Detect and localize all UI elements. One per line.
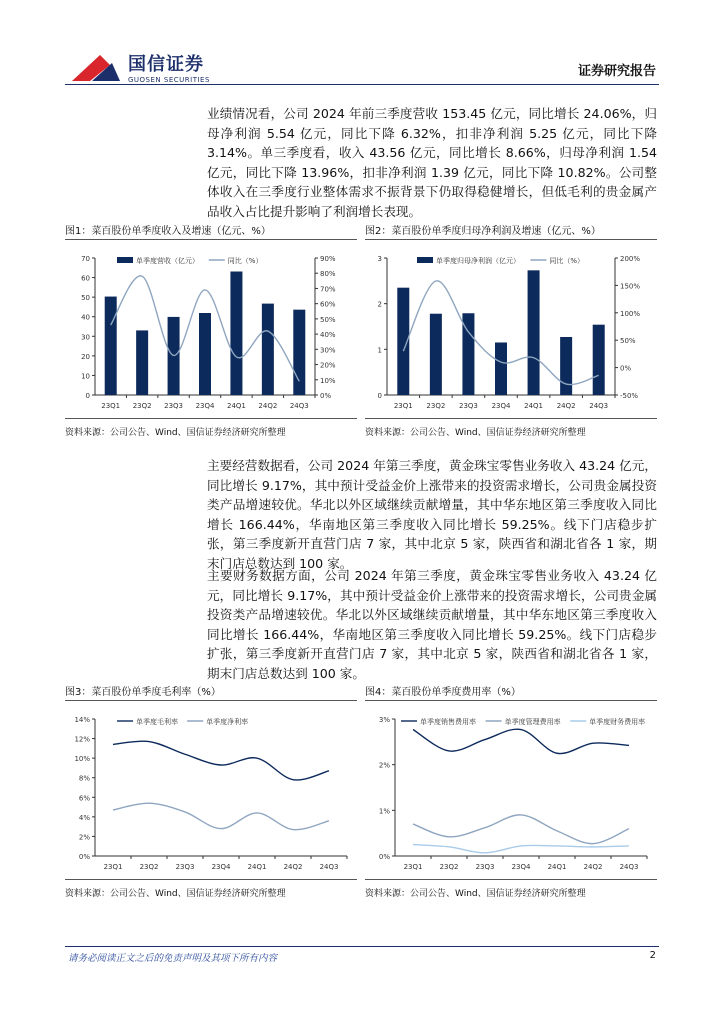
bar bbox=[136, 330, 148, 395]
y-tick-label: 50 bbox=[81, 294, 90, 303]
logo-subtext: GUOSEN SECURITIES bbox=[128, 76, 210, 84]
x-tick-label: 23Q1 bbox=[103, 863, 123, 871]
x-tick-label: 23Q3 bbox=[458, 402, 478, 410]
legend-label: 单季度毛利率 bbox=[136, 718, 178, 726]
paragraph-financials: 主要财务数据方面，公司 2024 年第三季度，黄金珠宝零售业务收入 43.24 亿元，同比增长 9.17%，其中预计受益金价上涨带来的投资需求增长，公司贵金属投资类产品增速较优。华北以外区域继续贡献增量，其中华东地区第三季度收入同比增长 166.44%，华南地区第三季度收入同比增长 59.25%。线下门店稳步扩张，第三季度新开直营门店 7 家，其中北京 5 家，陕西省和湖北省各 1 家，期末门店总数达到 100 家。 bbox=[207, 568, 657, 681]
legend-label: 单季度管理费用率 bbox=[504, 718, 561, 726]
y2-tick-label: 100% bbox=[620, 309, 641, 318]
y-tick-label: 20 bbox=[81, 352, 90, 361]
x-tick-label: 24Q3 bbox=[319, 863, 339, 871]
x-tick-label: 24Q3 bbox=[289, 402, 309, 410]
logo bbox=[70, 50, 210, 84]
x-tick-label: 24Q1 bbox=[247, 863, 267, 871]
y-tick-label: 0% bbox=[78, 853, 90, 861]
y-tick-label: 0 bbox=[85, 392, 90, 400]
x-tick-label: 23Q2 bbox=[132, 402, 152, 410]
y-tick-label: 70 bbox=[81, 255, 90, 263]
x-tick-label: 23Q3 bbox=[164, 402, 184, 410]
y2-tick-label: 90% bbox=[320, 255, 336, 263]
legend-label: 单季度销售费用率 bbox=[420, 718, 476, 726]
y-tick-label: 10 bbox=[81, 372, 90, 381]
logo-mark-icon bbox=[70, 51, 122, 83]
paragraph-performance: 业绩情况看，公司 2024 年前三季度营收 153.45 亿元，同比增长 24.06%，归母净利润 5.54 亿元，同比下降 6.32%，扣非净利润 5.25 亿元，同比下降 3.14%。单三季度看，收入 43.56 亿元，同比增长 8.66%，归母净利润 1.54 亿元，同比下降 13.96%，扣非净利润 1.39 亿元，同比下降 10.82%。公司整体收入在三季度行业整体需求不振背景下仍取得稳健增长，但低毛利的贵金属产品收入占比提升影响了利润增长表现。 bbox=[207, 106, 657, 219]
figure-title: 图4：菜百股份单季度费用率（%） bbox=[365, 683, 657, 701]
y-tick-label: 1% bbox=[378, 807, 390, 816]
bar bbox=[230, 272, 242, 395]
y-tick-label: 6% bbox=[78, 794, 90, 803]
figure-source: 资料来源：公司公告、Wind、国信证券经济研究所整理 bbox=[65, 418, 357, 438]
y-tick-label: 0 bbox=[377, 392, 382, 400]
x-tick-label: 24Q1 bbox=[226, 402, 246, 410]
y-tick-label: 2 bbox=[377, 300, 382, 309]
y-tick-label: 4% bbox=[78, 813, 90, 822]
x-tick-label: 24Q2 bbox=[283, 863, 303, 871]
figure-title: 图1：菜百股份单季度收入及增速（亿元、%） bbox=[65, 222, 357, 240]
x-tick-label: 24Q1 bbox=[547, 863, 567, 871]
bar bbox=[495, 342, 507, 395]
y-tick-label: 30 bbox=[81, 333, 90, 342]
x-tick-label: 23Q4 bbox=[195, 402, 215, 410]
series-line bbox=[413, 845, 629, 853]
report-type: 证券研究报告 bbox=[577, 64, 656, 79]
y-tick-label: 0% bbox=[378, 853, 390, 861]
chart-revenue bbox=[65, 240, 357, 418]
y2-tick-label: 60% bbox=[320, 300, 336, 309]
y-tick-label: 2% bbox=[78, 833, 90, 842]
y-tick-label: 60 bbox=[81, 274, 90, 283]
x-tick-label: 23Q4 bbox=[491, 402, 511, 410]
figure-title: 图3：菜百股份单季度毛利率（%） bbox=[65, 683, 357, 701]
x-tick-label: 24Q3 bbox=[589, 402, 609, 410]
series-line bbox=[113, 803, 329, 830]
figure-3 bbox=[65, 683, 357, 899]
chart-net-profit bbox=[365, 240, 657, 418]
figure-source: 资料来源：公司公告、Wind、国信证券经济研究所整理 bbox=[365, 879, 657, 899]
series-line bbox=[413, 815, 629, 844]
footer-divider bbox=[65, 946, 659, 947]
paragraph-operations: 主要经营数据看，公司 2024 年第三季度，黄金珠宝零售业务收入 43.24 亿元，同比增长 9.17%，其中预计受益金价上涨带来的投资需求增长，公司贵金属投资类产品增速较优。华北以外区域继续贡献增量，其中华东地区第三季度收入同比增长 166.44%，华南地区第三季度收入同比增长 59.25%。线下门店稳步扩张，第三季度新开直营门店 7 家，其中北京 5 家，陕西省和湖北省各 1 家，期末门店总数达到 100 家。 bbox=[207, 458, 657, 571]
bar bbox=[293, 310, 305, 395]
x-tick-label: 24Q2 bbox=[556, 402, 576, 410]
x-tick-label: 23Q1 bbox=[393, 402, 413, 410]
figure-title: 图2：菜百股份单季度归母净利润及增速（亿元、%） bbox=[365, 222, 657, 240]
y-tick-label: 8% bbox=[78, 774, 90, 783]
x-tick-label: 24Q3 bbox=[619, 863, 639, 871]
legend-swatch bbox=[117, 257, 133, 263]
x-tick-label: 24Q2 bbox=[583, 863, 603, 871]
disclaimer: 请务必阅读正文之后的免责声明及其项下所有内容 bbox=[68, 953, 278, 964]
figure-source: 资料来源：公司公告、Wind、国信证券经济研究所整理 bbox=[365, 418, 657, 438]
bar bbox=[105, 297, 117, 395]
x-tick-label: 23Q2 bbox=[439, 863, 459, 871]
x-tick-label: 23Q3 bbox=[175, 863, 195, 871]
legend-label: 同比（%） bbox=[549, 257, 585, 265]
y-tick-label: 3% bbox=[378, 716, 390, 724]
bar bbox=[262, 304, 274, 395]
x-tick-label: 23Q4 bbox=[211, 863, 231, 871]
figure-2 bbox=[365, 222, 657, 438]
y-tick-label: 1 bbox=[377, 346, 382, 355]
legend-label: 单季度营收（亿元） bbox=[136, 257, 199, 265]
bar bbox=[430, 314, 442, 395]
y-tick-label: 12% bbox=[74, 735, 90, 744]
y2-tick-label: 40% bbox=[320, 331, 336, 340]
x-tick-label: 23Q2 bbox=[139, 863, 159, 871]
chart-gross-margin bbox=[65, 701, 357, 879]
legend-label: 单季度财务费用率 bbox=[589, 718, 646, 726]
bar bbox=[593, 325, 605, 395]
x-tick-label: 24Q1 bbox=[524, 402, 544, 410]
legend-label: 单季度净利率 bbox=[206, 718, 249, 726]
legend-label: 单季度归母净利润（亿元） bbox=[436, 257, 520, 265]
bar bbox=[560, 337, 572, 395]
bar bbox=[528, 270, 540, 395]
chart-expense-ratio bbox=[365, 701, 657, 879]
series-line bbox=[413, 729, 629, 753]
y2-tick-label: 150% bbox=[620, 282, 641, 291]
y2-tick-label: 50% bbox=[620, 337, 636, 346]
legend-swatch bbox=[417, 257, 433, 263]
legend-label: 同比（%） bbox=[227, 257, 263, 265]
y2-tick-label: 80% bbox=[320, 270, 336, 279]
y-tick-label: 40 bbox=[81, 313, 90, 322]
y-tick-label: 14% bbox=[74, 716, 90, 724]
y2-tick-label: 200% bbox=[620, 255, 641, 263]
figure-1 bbox=[65, 222, 357, 438]
y2-tick-label: 70% bbox=[320, 285, 336, 294]
y2-tick-label: -50% bbox=[620, 392, 639, 400]
y2-tick-label: 10% bbox=[320, 376, 336, 385]
header-divider bbox=[65, 84, 659, 85]
x-tick-label: 23Q3 bbox=[475, 863, 495, 871]
y-tick-label: 2% bbox=[378, 761, 390, 770]
y-tick-label: 10% bbox=[74, 755, 90, 764]
page-number: 2 bbox=[649, 950, 656, 961]
figure-4 bbox=[365, 683, 657, 899]
y2-tick-label: 50% bbox=[320, 315, 336, 324]
logo-text: 国信证券 bbox=[128, 54, 204, 75]
bar bbox=[199, 313, 211, 395]
y2-tick-label: 0% bbox=[320, 392, 332, 400]
y-tick-label: 3 bbox=[377, 255, 382, 263]
x-tick-label: 24Q2 bbox=[258, 402, 278, 410]
x-tick-label: 23Q2 bbox=[426, 402, 446, 410]
y2-tick-label: 0% bbox=[620, 364, 632, 373]
x-tick-label: 23Q4 bbox=[511, 863, 531, 871]
figure-source: 资料来源：公司公告、Wind、国信证券经济研究所整理 bbox=[65, 879, 357, 899]
y2-tick-label: 30% bbox=[320, 346, 336, 355]
x-tick-label: 23Q1 bbox=[101, 402, 121, 410]
y2-tick-label: 20% bbox=[320, 361, 336, 370]
x-tick-label: 23Q1 bbox=[403, 863, 423, 871]
series-line bbox=[113, 741, 329, 780]
